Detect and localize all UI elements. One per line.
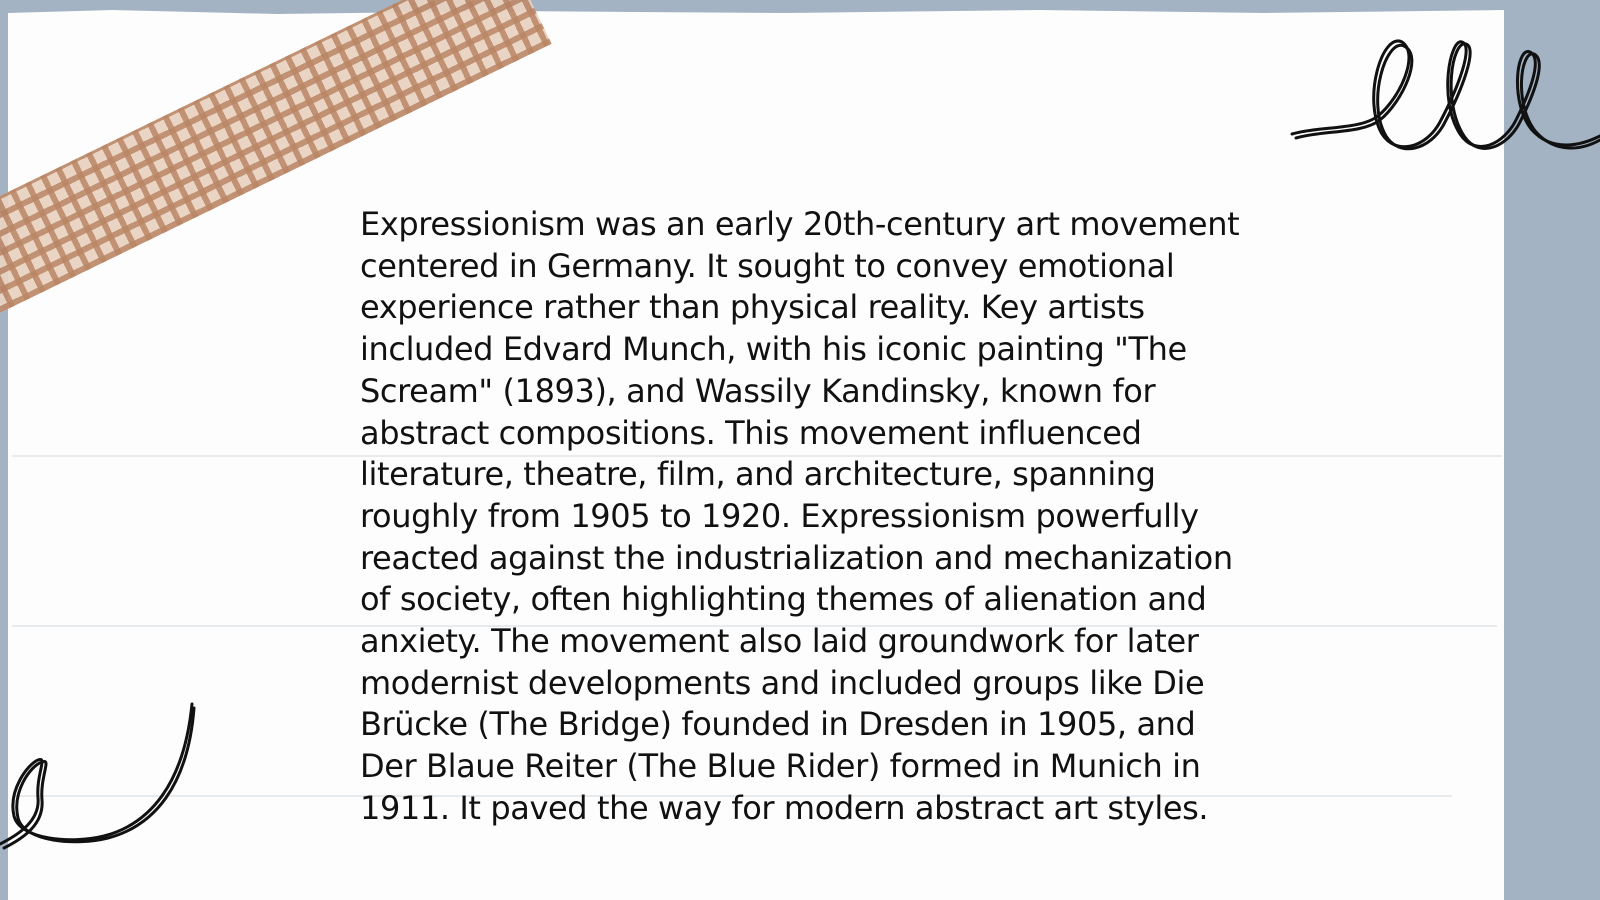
cursive-loops-doodle-icon [1290, 30, 1600, 170]
cursive-flourish-doodle-icon [0, 700, 200, 850]
body-paragraph: Expressionism was an early 20th-century art movement centered in Germany. It sought to convey emotional experience rather than physical reality. Key artists included Edvard Munch, with his iconic painting "The Scream" (1893), and Wassily Kandinsky, known for abstract compositions. This movement influenced literature, theatre, film, and architecture, spanning roughly from 1905 to 1920. Expressionism powerfully reacted against the industrialization and mechanization of society, often highlighting themes of alienation and anxiety. The movement also laid groundwork for later modernist developments and included groups like Die Brücke (The Bridge) founded in Dresden in 1905, and Der Blaue Reiter (The Blue Rider) formed in Munich in 1911. It paved the way for modern abstract art styles. [360, 205, 1240, 827]
